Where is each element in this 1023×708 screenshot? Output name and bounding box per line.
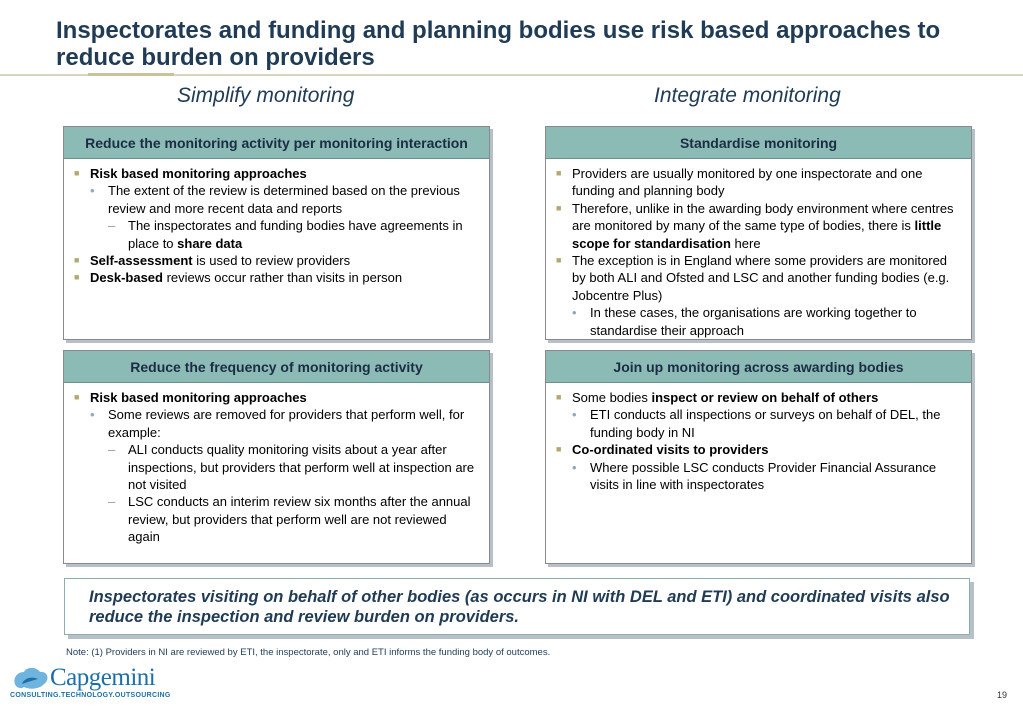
box-join-up — [545, 350, 972, 564]
box-header: Reduce the frequency of monitoring activity — [64, 351, 489, 383]
bullet-text: In these cases, the organisations are working together to standardise their approach — [590, 305, 917, 338]
box-body — [64, 383, 489, 546]
bullet-text: Where possible LSC conducts Provider Financial Assurance visits in line with inspectorates — [590, 459, 937, 493]
title-accent-bar — [88, 73, 174, 76]
bullet-item-level-2 — [556, 304, 963, 339]
bullet-text: Providers are usually monitored by one inspectorate and one funding and planning body — [572, 166, 923, 199]
bullet-marker: ■ — [556, 202, 562, 213]
box-reduce-frequency — [63, 350, 490, 564]
box-body — [546, 159, 971, 339]
box-header: Standardise monitoring — [546, 127, 971, 159]
bullet-item-level-1 — [556, 252, 963, 304]
bullet-item-level-1 — [74, 252, 481, 269]
bullet-marker: ■ — [556, 168, 562, 178]
bullet-text: Desk-based reviews occur rather than visits in person — [90, 270, 403, 286]
bullet-item-level-1 — [74, 269, 481, 286]
bullet-text: Therefore, unlike in the awarding body environment where centres are monitored by many of the same type of bodies, there is little scope for standardisation here — [572, 200, 954, 251]
bullet-marker: ■ — [556, 255, 562, 266]
slide-title: Inspectorates and funding and planning bodies use risk based approaches to reduce burden on providers — [56, 17, 941, 71]
bullet-text: Some reviews are removed for providers that perform well, for example: — [108, 407, 465, 440]
left-column-heading: Simplify monitoring — [177, 84, 355, 107]
bullet-marker: ■ — [74, 255, 80, 266]
bullet-item-level-2 — [74, 182, 481, 217]
bullet-text: Co-ordinated visits to providers — [572, 442, 769, 458]
right-column-heading: Integrate monitoring — [654, 84, 841, 107]
bullet-marker: • — [90, 183, 95, 199]
bullet-item-level-1 — [556, 165, 963, 200]
bullet-item-level-1 — [556, 389, 963, 406]
bullet-item-level-3 — [74, 217, 481, 252]
bullet-marker: ■ — [556, 444, 562, 455]
bullet-text: The exception is in England where some providers are monitored by both ALI and Ofsted and LSC and another funding bodies (e.g. Jobcentre Plus) — [572, 253, 950, 303]
box-header: Join up monitoring across awarding bodies — [546, 351, 971, 383]
logo-tagline: CONSULTING.TECHNOLOGY.OUTSOURCING — [10, 692, 171, 699]
bullet-marker: • — [572, 407, 577, 423]
bullet-item-level-1 — [556, 441, 963, 458]
spade-logo-icon — [10, 664, 50, 692]
logo-wordmark: Capgemini — [50, 664, 156, 691]
box-body — [64, 159, 489, 287]
summary-callout: Inspectorates visiting on behalf of other bodies (as occurs in NI with DEL and ETI) and coordinated visits also reduce the inspection and review burden on providers. — [64, 578, 970, 635]
bullet-text: Risk based monitoring approaches — [90, 390, 307, 405]
box-standardise — [545, 126, 972, 340]
bullet-item-level-2 — [556, 406, 963, 441]
bullet-text: Risk based monitoring approaches — [90, 166, 307, 181]
bullet-text: The inspectorates and funding bodies have agreements in place to share data — [128, 218, 463, 251]
bullet-item-level-1 — [556, 200, 963, 252]
bullet-text: ETI conducts all inspections or surveys on behalf of DEL, the funding body in NI — [590, 407, 941, 440]
bullet-marker: – — [108, 442, 116, 458]
bullet-marker: ■ — [74, 272, 80, 283]
bullet-item-level-3 — [74, 493, 481, 545]
bullet-text: LSC conducts an interim review six months after the annual review, but providers that perform well are not reviewed again — [128, 494, 471, 545]
bullet-text: Some bodies inspect or review on behalf of others — [572, 390, 879, 405]
bullet-item-level-1 — [74, 389, 481, 406]
bullet-item-level-3 — [74, 441, 481, 493]
page-number: 19 — [996, 690, 1007, 700]
bullet-text: Self-assessment is used to review providers — [90, 253, 351, 269]
box-header: Reduce the monitoring activity per monitoring interaction — [64, 127, 489, 159]
capgemini-logo — [10, 664, 171, 702]
bullet-marker: – — [108, 494, 116, 510]
box-reduce-activity — [63, 126, 490, 340]
bullet-marker: • — [572, 305, 577, 321]
bullet-marker: ■ — [556, 392, 562, 402]
bullet-text: ALI conducts quality monitoring visits about a year after inspections, but providers that perform well at inspection are not visited — [128, 442, 475, 493]
bullet-marker: • — [572, 459, 577, 475]
bullet-item-level-2 — [556, 459, 963, 494]
box-body — [546, 383, 971, 493]
bullet-marker: ■ — [74, 168, 80, 178]
footnote: Note: (1) Providers in NI are reviewed by ETI, the inspectorate, only and ETI informs the funding body of outcomes. — [66, 647, 551, 658]
bullet-marker: ■ — [74, 392, 80, 402]
bullet-item-level-2 — [74, 406, 481, 441]
bullet-text: The extent of the review is determined based on the previous review and more recent data and reports — [108, 183, 460, 216]
bullet-item-level-1 — [74, 165, 481, 182]
bullet-marker: – — [108, 218, 116, 234]
bullet-marker: • — [90, 407, 95, 423]
